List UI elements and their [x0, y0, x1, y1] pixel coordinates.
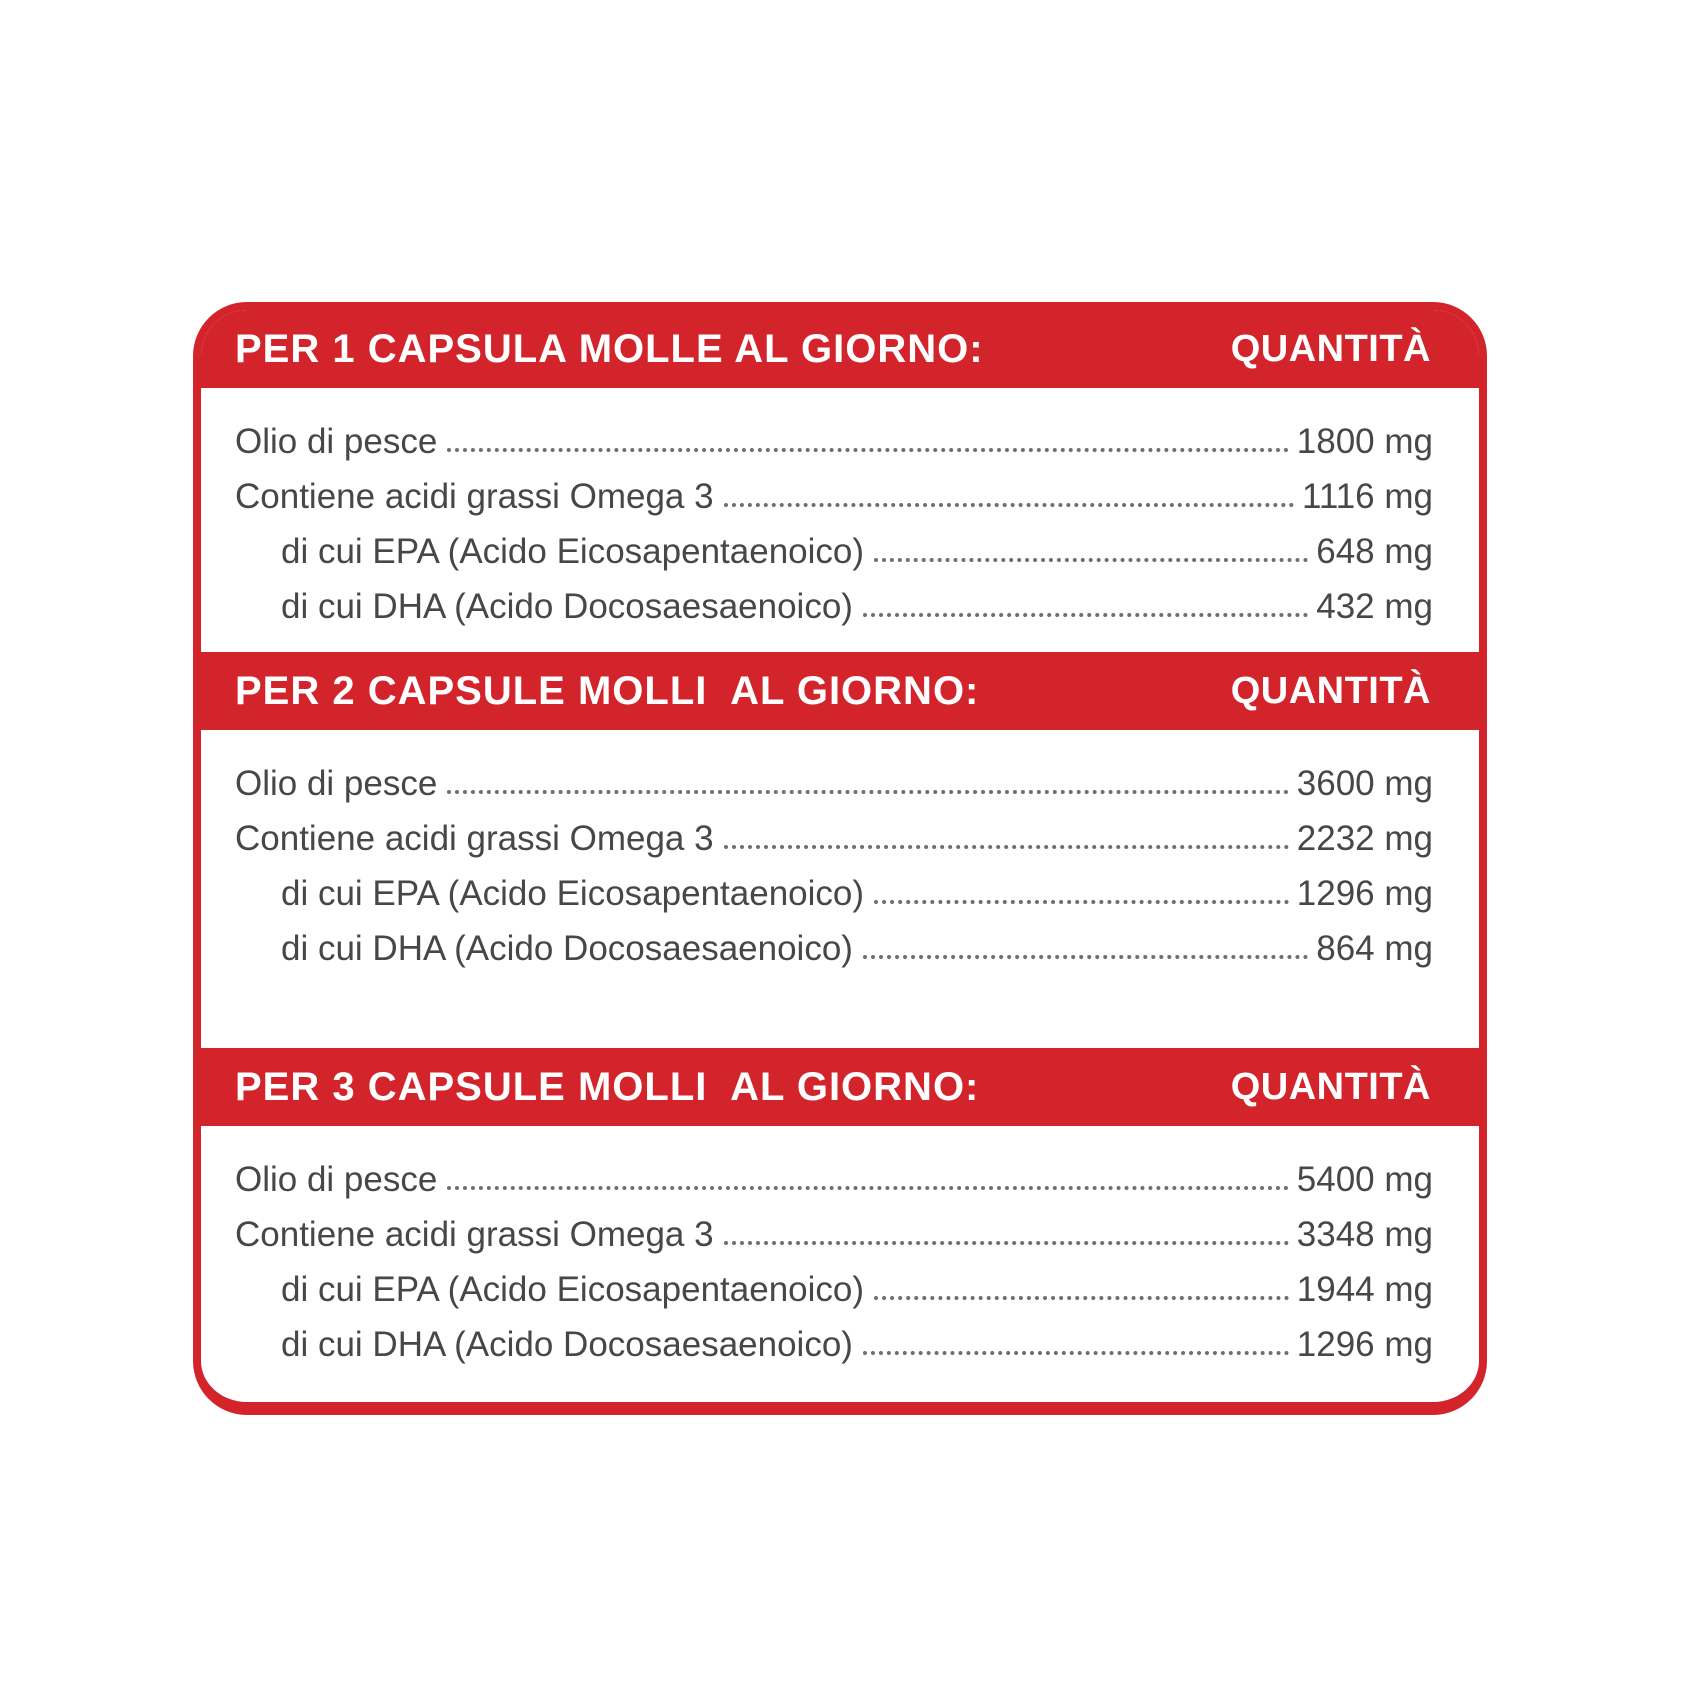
nutrient-name: Olio di pesce	[235, 1160, 438, 1199]
nutrient-name: Contiene acidi grassi Omega 3	[235, 819, 714, 858]
nutrient-name: Olio di pesce	[235, 764, 438, 803]
nutrient-row	[235, 414, 1433, 469]
dot-leader	[874, 900, 1289, 904]
nutrient-row	[235, 1207, 1433, 1262]
section-title: PER 1 CAPSULA MOLLE AL GIORNO:	[235, 326, 984, 371]
nutrient-name: di cui EPA (Acido Eicosapentaenoico)	[281, 532, 865, 571]
nutrient-row	[235, 1152, 1433, 1207]
nutrient-amount: 5400 mg	[1296, 1160, 1433, 1199]
dot-leader	[724, 845, 1289, 849]
section-header-band	[201, 1048, 1479, 1126]
nutrient-row	[235, 1262, 1433, 1317]
dot-leader	[447, 790, 1288, 794]
section-rows	[201, 730, 1479, 1048]
nutrient-name: di cui DHA (Acido Docosaesaenoico)	[281, 1325, 853, 1364]
nutrient-row	[235, 811, 1433, 866]
nutrient-row	[235, 524, 1433, 579]
supplement-facts-card	[193, 302, 1487, 1415]
section-rows	[201, 1126, 1479, 1402]
section-header-band	[201, 310, 1479, 388]
facts-section	[201, 310, 1479, 652]
nutrient-row	[235, 756, 1433, 811]
dot-leader	[447, 448, 1288, 452]
dot-leader	[863, 1351, 1289, 1355]
dot-leader	[863, 955, 1308, 959]
nutrient-name: di cui EPA (Acido Eicosapentaenoico)	[281, 874, 865, 913]
nutrient-amount: 1116 mg	[1301, 477, 1433, 516]
quantity-column-header: QUANTITÀ	[1230, 1065, 1431, 1108]
nutrient-amount: 1944 mg	[1296, 1270, 1433, 1309]
quantity-column-header: QUANTITÀ	[1230, 669, 1431, 712]
nutrient-amount: 648 mg	[1316, 532, 1433, 571]
dot-leader	[863, 613, 1308, 617]
nutrient-name: Contiene acidi grassi Omega 3	[235, 1215, 714, 1254]
section-rows	[201, 388, 1479, 652]
nutrient-amount: 2232 mg	[1296, 819, 1433, 858]
nutrient-amount: 1296 mg	[1296, 1325, 1433, 1364]
facts-section	[201, 1048, 1479, 1402]
section-header-band	[201, 652, 1479, 730]
nutrient-name: di cui EPA (Acido Eicosapentaenoico)	[281, 1270, 865, 1309]
nutrient-row	[235, 1317, 1433, 1372]
dot-leader	[874, 558, 1308, 562]
nutrient-name: Olio di pesce	[235, 422, 438, 461]
nutrient-name: di cui DHA (Acido Docosaesaenoico)	[281, 929, 853, 968]
nutrient-amount: 432 mg	[1316, 587, 1433, 626]
section-title: PER 2 CAPSULE MOLLI AL GIORNO:	[235, 668, 980, 713]
dot-leader	[447, 1186, 1288, 1190]
nutrient-row	[235, 866, 1433, 921]
nutrient-name: di cui DHA (Acido Docosaesaenoico)	[281, 587, 853, 626]
nutrient-row	[235, 469, 1433, 524]
dot-leader	[874, 1296, 1289, 1300]
dot-leader	[724, 503, 1294, 507]
nutrient-name: Contiene acidi grassi Omega 3	[235, 477, 714, 516]
nutrient-amount: 3600 mg	[1296, 764, 1433, 803]
nutrient-amount: 1296 mg	[1296, 874, 1433, 913]
dot-leader	[724, 1241, 1289, 1245]
nutrient-amount: 3348 mg	[1296, 1215, 1433, 1254]
section-title: PER 3 CAPSULE MOLLI AL GIORNO:	[235, 1064, 980, 1109]
quantity-column-header: QUANTITÀ	[1230, 327, 1431, 370]
nutrient-row	[235, 921, 1433, 976]
nutrient-row	[235, 579, 1433, 634]
nutrient-amount: 864 mg	[1316, 929, 1433, 968]
nutrient-amount: 1800 mg	[1296, 422, 1433, 461]
facts-section	[201, 652, 1479, 1048]
